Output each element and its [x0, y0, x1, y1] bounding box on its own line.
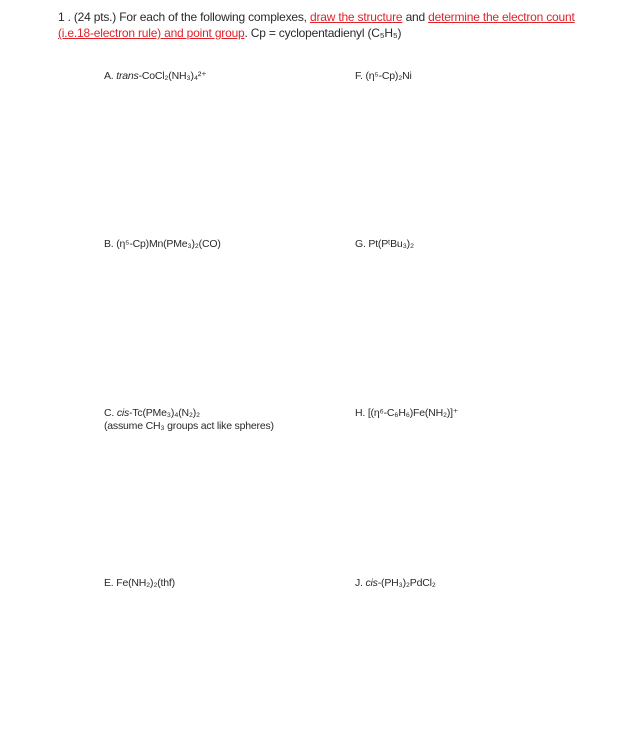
complex-c-formula: -Tc(PMe₃)₄(N₂)₂ — [129, 407, 200, 419]
task-draw-structure: draw the structure — [309, 10, 403, 24]
complex-h — [355, 407, 458, 420]
complex-j-letter: J. — [355, 577, 363, 589]
complex-a-formula: -CoCl₂(NH₃)₄²⁺ — [138, 70, 207, 82]
complex-h-letter: H. — [355, 407, 366, 419]
complex-j-prefix: cis — [365, 577, 378, 589]
complex-e — [104, 577, 175, 590]
complex-c-note: (assume CH₃ groups act like spheres) — [104, 420, 274, 432]
complex-g-formula: Pt(PᵗBu₃)₂ — [368, 238, 414, 250]
complex-e-formula: Fe(NH₂)₂(thf) — [116, 577, 175, 589]
complex-a-letter: A. — [104, 70, 114, 82]
question-number: 1 . — [58, 10, 71, 24]
complex-c-letter: C. — [104, 407, 115, 419]
complex-j — [355, 577, 436, 590]
complex-f-letter: F. — [355, 70, 363, 82]
complex-b-formula: (η⁵-Cp)Mn(PMe₃)₂(CO) — [116, 238, 221, 250]
complex-a — [104, 70, 206, 83]
question-intro: For each of the following complexes, — [119, 10, 307, 24]
question-points: (24 pts.) — [73, 10, 117, 24]
question-connector: and — [405, 10, 425, 24]
complex-j-formula: -(PH₃)₂PdCl₂ — [377, 577, 436, 589]
cp-definition: . Cp = cyclopentadienyl (C₅H₅) — [244, 26, 402, 40]
complex-a-prefix: trans — [116, 70, 139, 82]
complex-c — [104, 407, 274, 433]
complex-g — [355, 238, 414, 251]
complex-b-letter: B. — [104, 238, 114, 250]
question-prompt — [58, 9, 578, 41]
complex-h-formula: [(η⁶-C₆H₆)Fe(NH₂)]⁺ — [367, 407, 459, 419]
complex-c-prefix: cis — [116, 407, 130, 419]
complex-g-letter: G. — [355, 238, 366, 250]
task-electron-count-point-group: determine the electron count (i.e.18-electron rule) and point group — [58, 10, 575, 40]
complex-b — [104, 238, 221, 251]
complex-f — [355, 70, 412, 83]
complex-e-letter: E. — [104, 577, 114, 589]
complex-f-formula: (η⁵-Cp)₂Ni — [365, 70, 412, 82]
